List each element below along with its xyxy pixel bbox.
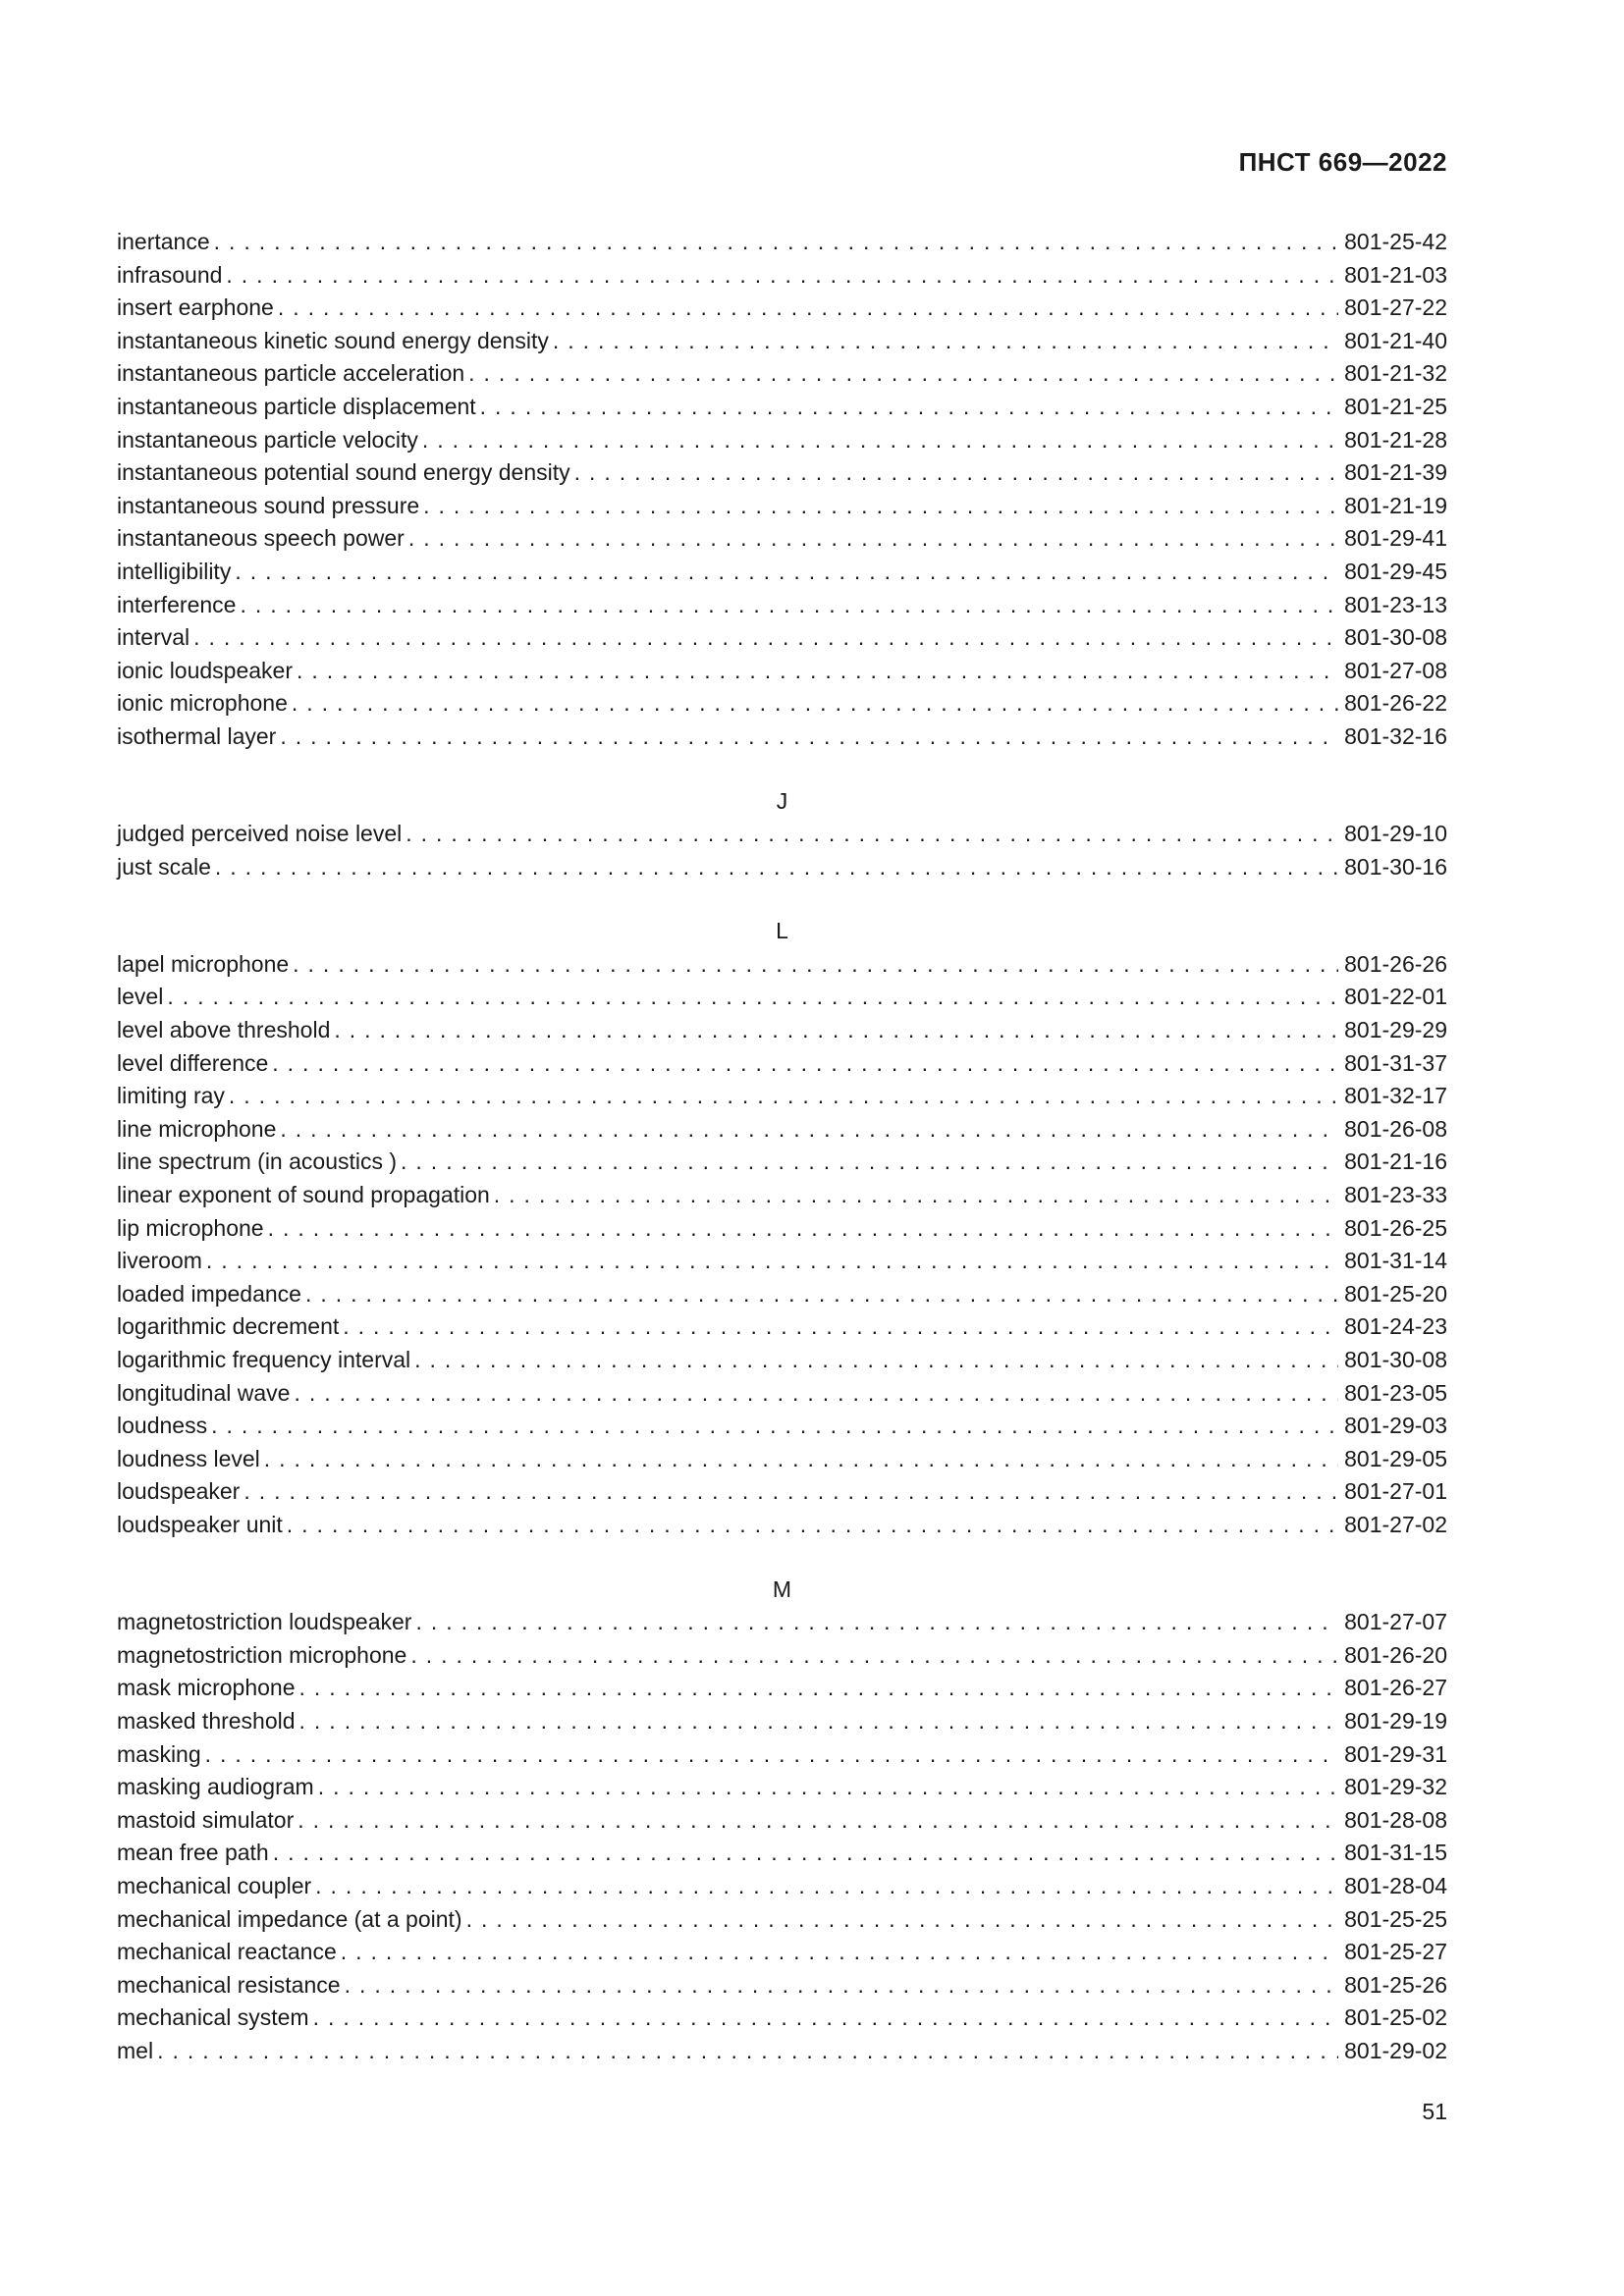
dot-leader <box>315 1870 1338 1903</box>
dot-leader <box>410 1639 1338 1673</box>
entry-term: longitudinal wave <box>117 1379 291 1406</box>
dot-leader <box>298 1804 1338 1838</box>
index-entry <box>117 490 1447 523</box>
dot-leader <box>206 1245 1338 1278</box>
dot-leader <box>268 1212 1339 1246</box>
entry-term: mechanical reactance <box>117 1939 337 1965</box>
section-letter: L <box>776 918 788 944</box>
entry-term: linear exponent of sound propagation <box>117 1182 490 1208</box>
entry-reference: 801-27-22 <box>1344 294 1447 321</box>
index-entry <box>117 1080 1447 1113</box>
page-number: 51 <box>1422 2099 1447 2124</box>
entry-term: logarithmic frequency interval <box>117 1347 411 1372</box>
entry-reference: 801-26-25 <box>1344 1214 1447 1241</box>
dot-leader <box>423 490 1338 523</box>
entry-term: mask microphone <box>117 1675 296 1701</box>
index-entry <box>117 424 1447 457</box>
dot-leader <box>280 1113 1338 1147</box>
entry-reference: 801-25-26 <box>1344 1971 1447 1998</box>
entry-reference: 801-21-39 <box>1344 459 1447 486</box>
entry-term: insert earphone <box>117 294 274 321</box>
entry-reference: 801-26-26 <box>1344 950 1447 977</box>
entry-reference: 801-29-05 <box>1344 1445 1447 1471</box>
index-entry <box>117 1014 1447 1047</box>
section-letter: M <box>772 1575 792 1602</box>
entry-reference: 801-21-19 <box>1344 492 1447 518</box>
entry-reference: 801-29-19 <box>1344 1707 1447 1734</box>
dot-leader <box>167 981 1338 1014</box>
entry-reference: 801-25-27 <box>1344 1939 1447 1965</box>
entry-reference: 801-27-07 <box>1344 1609 1447 1635</box>
document-code: ПНСТ 669—2022 <box>1238 147 1447 177</box>
entry-term: mechanical system <box>117 2004 309 2031</box>
index-entry <box>117 391 1447 424</box>
entry-reference: 801-31-37 <box>1344 1049 1447 1076</box>
index-section <box>117 915 1447 1541</box>
dot-leader <box>494 1179 1338 1212</box>
index-entry <box>117 1903 1447 1937</box>
dot-leader <box>215 851 1338 884</box>
index-entry <box>117 1672 1447 1705</box>
entry-reference: 801-27-02 <box>1344 1511 1447 1537</box>
entry-term: masking <box>117 1740 201 1767</box>
dot-leader <box>299 1672 1339 1705</box>
entry-reference: 801-29-32 <box>1344 1774 1447 1800</box>
index-entry <box>117 1047 1447 1081</box>
entry-reference: 801-24-23 <box>1344 1313 1447 1340</box>
dot-leader <box>408 522 1338 556</box>
dot-leader <box>299 1705 1339 1738</box>
index-entry <box>117 1146 1447 1179</box>
dot-leader <box>406 818 1338 851</box>
index-entry <box>117 2035 1447 2068</box>
dot-leader <box>553 325 1338 358</box>
entry-reference: 801-27-08 <box>1344 657 1447 683</box>
index-entry <box>117 589 1447 622</box>
entry-term: loaded impedance <box>117 1280 301 1307</box>
entry-term: instantaneous potential sound energy density <box>117 459 570 486</box>
entry-reference: 801-29-10 <box>1344 821 1447 847</box>
entry-term: mastoid simulator <box>117 1806 295 1833</box>
index-entry <box>117 325 1447 358</box>
index-entry <box>117 1278 1447 1311</box>
index-entry <box>117 621 1447 655</box>
dot-leader <box>229 1080 1338 1113</box>
index-entry <box>117 522 1447 556</box>
dot-leader <box>401 1146 1338 1179</box>
entry-reference: 801-32-16 <box>1344 722 1447 749</box>
index-entry <box>117 1113 1447 1147</box>
dot-leader <box>157 2035 1338 2068</box>
index-entry <box>117 1245 1447 1278</box>
entry-term: lip microphone <box>117 1214 264 1241</box>
entry-reference: 801-26-08 <box>1344 1115 1447 1142</box>
entry-reference: 801-26-22 <box>1344 690 1447 717</box>
entry-reference: 801-30-08 <box>1344 624 1447 651</box>
entry-reference: 801-29-41 <box>1344 525 1447 552</box>
entry-term: mechanical impedance (at a point) <box>117 1905 462 1932</box>
entry-reference: 801-23-13 <box>1344 591 1447 617</box>
entry-term: limiting ray <box>117 1083 225 1109</box>
entry-reference: 801-23-05 <box>1344 1379 1447 1406</box>
entry-reference: 801-30-08 <box>1344 1347 1447 1372</box>
index-entry <box>117 1509 1447 1542</box>
entry-term: masked threshold <box>117 1707 296 1734</box>
index-entry <box>117 721 1447 754</box>
entry-reference: 801-31-15 <box>1344 1840 1447 1866</box>
entry-term: mean free path <box>117 1840 269 1866</box>
index-entry <box>117 818 1447 851</box>
dot-leader <box>244 1475 1338 1509</box>
dot-leader <box>414 1344 1338 1377</box>
index-entry <box>117 456 1447 490</box>
entry-reference: 801-31-14 <box>1344 1248 1447 1274</box>
entry-term: instantaneous particle displacement <box>117 393 476 419</box>
entry-term: instantaneous particle acceleration <box>117 360 465 387</box>
dot-leader <box>278 292 1338 325</box>
dot-leader <box>193 621 1338 655</box>
entry-term: mel <box>117 2037 154 2063</box>
entry-reference: 801-32-17 <box>1344 1083 1447 1109</box>
entry-reference: 801-21-16 <box>1344 1148 1447 1175</box>
entry-term: interference <box>117 591 237 617</box>
dot-leader <box>422 424 1338 457</box>
index-entry <box>117 1969 1447 2002</box>
dot-leader <box>343 1310 1338 1344</box>
index-entry <box>117 1738 1447 1772</box>
index-section <box>117 785 1447 884</box>
entry-term: level above threshold <box>117 1017 331 1043</box>
entry-reference: 801-30-16 <box>1344 853 1447 880</box>
dot-leader <box>334 1014 1338 1047</box>
dot-leader <box>293 948 1338 982</box>
entry-term: instantaneous sound pressure <box>117 492 420 518</box>
index-entry <box>117 2002 1447 2035</box>
index-entry <box>117 292 1447 325</box>
entry-reference: 801-26-27 <box>1344 1675 1447 1701</box>
entry-term: liveroom <box>117 1248 202 1274</box>
dot-leader <box>205 1738 1338 1772</box>
entry-term: isothermal layer <box>117 722 277 749</box>
index-entry <box>117 1705 1447 1738</box>
index-entry <box>117 1377 1447 1411</box>
entry-reference: 801-21-03 <box>1344 261 1447 288</box>
dot-leader <box>280 721 1338 754</box>
entry-reference: 801-25-25 <box>1344 1905 1447 1932</box>
index-entry <box>117 1837 1447 1870</box>
entry-term: instantaneous speech power <box>117 525 405 552</box>
entry-reference: 801-25-02 <box>1344 2004 1447 2031</box>
section-letter: J <box>776 787 788 814</box>
entry-term: ionic loudspeaker <box>117 657 294 683</box>
entry-reference: 801-29-02 <box>1344 2037 1447 2063</box>
index-entry <box>117 1936 1447 1969</box>
dot-leader <box>415 1606 1338 1639</box>
index-entry <box>117 1804 1447 1838</box>
entry-term: interval <box>117 624 190 651</box>
dot-leader <box>272 1047 1338 1081</box>
index-entry <box>117 1443 1447 1476</box>
entry-reference: 801-29-45 <box>1344 558 1447 584</box>
entry-term: line spectrum (in acoustics ) <box>117 1148 398 1175</box>
entry-reference: 801-29-31 <box>1344 1740 1447 1767</box>
entry-term: magnetostriction loudspeaker <box>117 1609 412 1635</box>
entry-reference: 801-23-33 <box>1344 1182 1447 1208</box>
index-entry <box>117 948 1447 982</box>
dot-leader <box>273 1837 1338 1870</box>
index-entry <box>117 1212 1447 1246</box>
entry-reference: 801-21-32 <box>1344 360 1447 387</box>
dot-leader <box>226 259 1338 293</box>
dot-leader <box>466 1903 1339 1937</box>
entry-reference: 801-29-03 <box>1344 1413 1447 1439</box>
dot-leader <box>480 391 1338 424</box>
entry-reference: 801-26-20 <box>1344 1641 1447 1668</box>
entry-term: logarithmic decrement <box>117 1313 340 1340</box>
entry-term: loudness <box>117 1413 208 1439</box>
entry-reference: 801-28-04 <box>1344 1872 1447 1898</box>
entry-term: instantaneous kinetic sound energy density <box>117 327 549 353</box>
entry-term: loudspeaker unit <box>117 1511 283 1537</box>
dot-leader <box>318 1771 1338 1804</box>
entry-reference: 801-27-01 <box>1344 1478 1447 1505</box>
dot-leader <box>305 1278 1338 1311</box>
dot-leader <box>574 456 1339 490</box>
index-entry <box>117 1310 1447 1344</box>
index-entry <box>117 556 1447 589</box>
entry-reference: 801-21-40 <box>1344 327 1447 353</box>
index-entry <box>117 981 1447 1014</box>
entry-term: lapel microphone <box>117 950 290 977</box>
entry-term: magnetostriction microphone <box>117 1641 407 1668</box>
entry-term: intelligibility <box>117 558 232 584</box>
dot-leader <box>235 556 1338 589</box>
index-entry <box>117 1344 1447 1377</box>
dot-leader <box>240 589 1338 622</box>
entry-term: mechanical coupler <box>117 1872 312 1898</box>
entry-term: just scale <box>117 853 211 880</box>
term-index <box>117 226 1447 2067</box>
index-entry <box>117 1771 1447 1804</box>
index-entry <box>117 687 1447 721</box>
entry-reference: 801-21-28 <box>1344 426 1447 453</box>
index-section <box>117 1574 1447 2068</box>
index-entry <box>117 1410 1447 1443</box>
entry-term: instantaneous particle velocity <box>117 426 418 453</box>
dot-leader <box>292 687 1338 721</box>
entry-term: loudness level <box>117 1445 260 1471</box>
index-entry <box>117 1179 1447 1212</box>
dot-leader <box>294 1377 1338 1411</box>
entry-reference: 801-25-20 <box>1344 1280 1447 1307</box>
entry-reference: 801-28-08 <box>1344 1806 1447 1833</box>
index-entry <box>117 851 1447 884</box>
dot-leader <box>287 1509 1338 1542</box>
dot-leader <box>297 655 1338 688</box>
dot-leader <box>264 1443 1338 1476</box>
entry-term: judged perceived noise level <box>117 821 403 847</box>
entry-term: loudspeaker <box>117 1478 241 1505</box>
dot-leader <box>468 357 1338 391</box>
entry-reference: 801-29-29 <box>1344 1017 1447 1043</box>
entry-reference: 801-25-42 <box>1344 229 1447 254</box>
index-entry <box>117 1639 1447 1673</box>
index-entry <box>117 1475 1447 1509</box>
entry-term: ionic microphone <box>117 690 288 717</box>
dot-leader <box>214 226 1339 259</box>
entry-term: level <box>117 984 164 1010</box>
index-entry <box>117 655 1447 688</box>
dot-leader <box>211 1410 1338 1443</box>
entry-term: masking audiogram <box>117 1774 314 1800</box>
dot-leader <box>345 1969 1339 2002</box>
dot-leader <box>313 2002 1339 2035</box>
dot-leader <box>341 1936 1338 1969</box>
entry-reference: 801-22-01 <box>1344 984 1447 1010</box>
entry-term: level difference <box>117 1049 269 1076</box>
index-entry <box>117 226 1447 259</box>
entry-reference: 801-21-25 <box>1344 393 1447 419</box>
index-entry <box>117 1870 1447 1903</box>
entry-term: infrasound <box>117 261 223 288</box>
index-section <box>117 226 1447 754</box>
entry-term: mechanical resistance <box>117 1971 341 1998</box>
index-entry <box>117 1606 1447 1639</box>
index-entry <box>117 259 1447 293</box>
entry-term: inertance <box>117 229 210 254</box>
index-entry <box>117 357 1447 391</box>
entry-term: line microphone <box>117 1115 277 1142</box>
